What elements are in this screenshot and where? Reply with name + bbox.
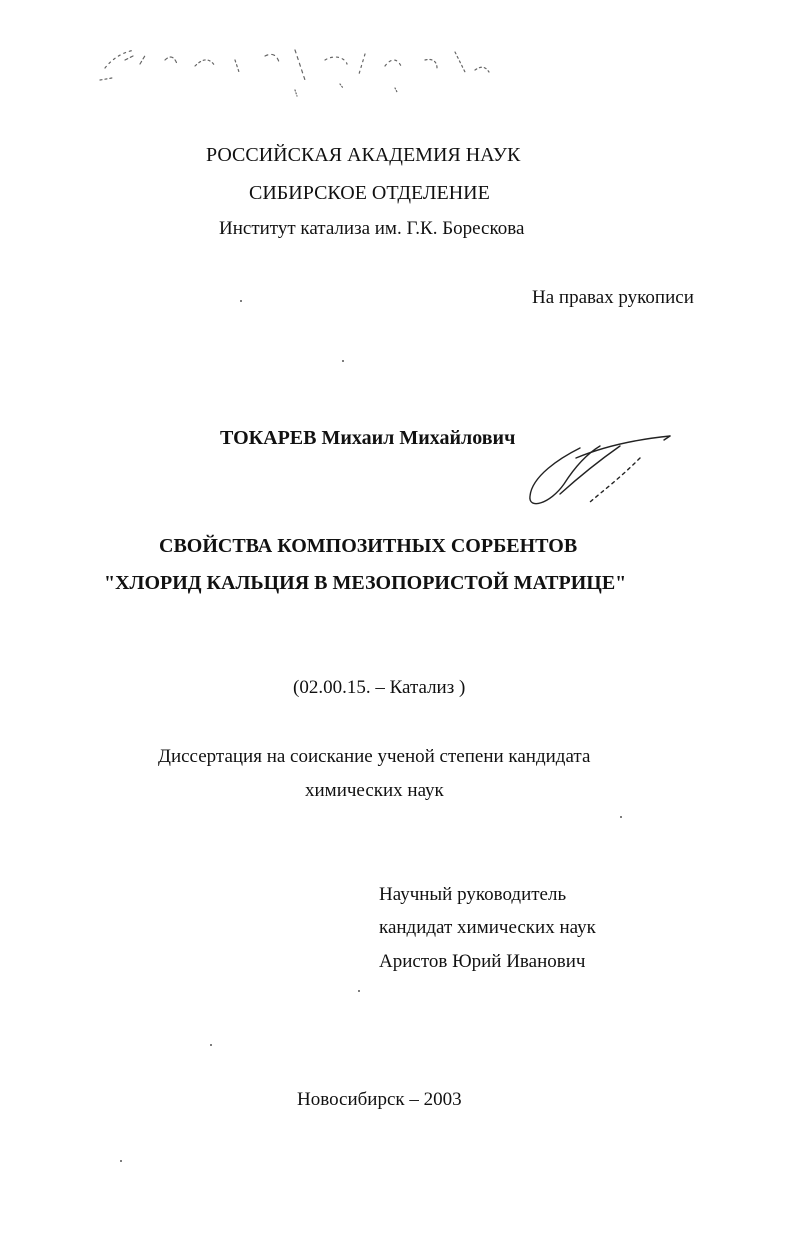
scan-speck: [358, 990, 360, 992]
author-name: ТОКАРЕВ Михаил Михайлович: [220, 427, 516, 449]
branch-name: СИБИРСКОЕ ОТДЕЛЕНИЕ: [249, 182, 490, 204]
supervisor-degree: кандидат химических наук: [379, 917, 596, 938]
author-signature: [520, 418, 680, 518]
dissertation-line-1: Диссертация на соискание ученой степени кандидата: [158, 746, 591, 767]
scan-speck: [342, 360, 344, 362]
thesis-title-line-1: СВОЙСТВА КОМПОЗИТНЫХ СОРБЕНТОВ: [159, 535, 578, 557]
scan-speck: [240, 300, 242, 302]
thesis-title-line-2: "ХЛОРИД КАЛЬЦИЯ В МЕЗОПОРИСТОЙ МАТРИЦЕ": [104, 572, 627, 594]
scan-speck: [210, 1044, 212, 1046]
scan-speck: [120, 1160, 122, 1162]
handwritten-stamp-mark: [95, 30, 515, 110]
place-and-year: Новосибирск – 2003: [297, 1089, 462, 1110]
dissertation-line-2: химических наук: [305, 780, 444, 801]
supervisor-role: Научный руководитель: [379, 884, 567, 905]
institute-name: Институт катализа им. Г.К. Борескова: [219, 218, 525, 239]
academy-name: РОССИЙСКАЯ АКАДЕМИЯ НАУК: [206, 144, 521, 166]
supervisor-name: Аристов Юрий Иванович: [379, 951, 586, 972]
specialty-code: (02.00.15. – Катализ ): [293, 677, 466, 698]
scan-speck: [620, 816, 622, 818]
rights-notice: На правах рукописи: [532, 287, 694, 308]
